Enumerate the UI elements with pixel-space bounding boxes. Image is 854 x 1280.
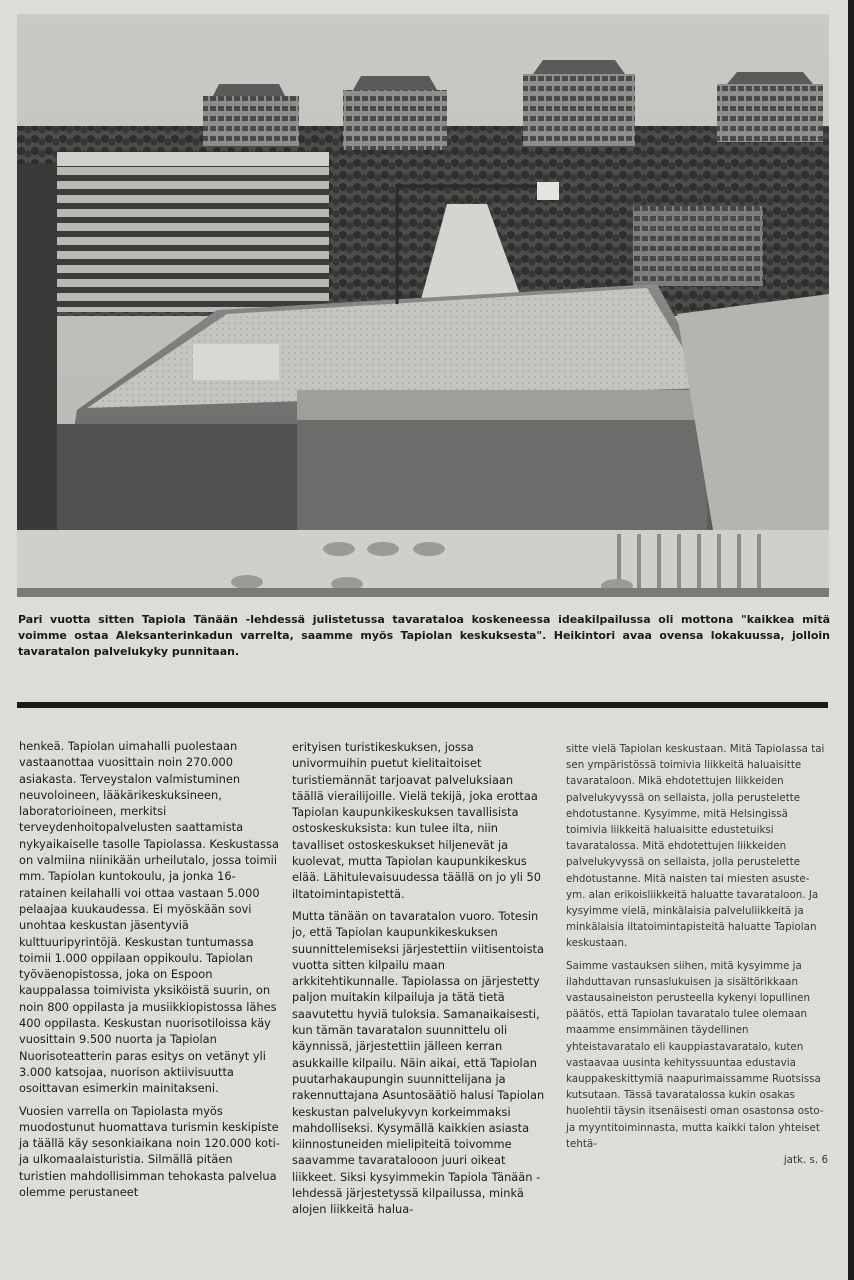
paragraph: erityisen turistikeskuksen, jossa univormuihin puetut kielitaitoiset turistiemännät tarjoavat palveluksiaan täällä vierailijoille. Vielä tekijä, joka erottaa Tapiolan kaupunkikeskuksen tavallisista ostoskeskuksista: kun tulee ilta, niin tavalliset ostoskeskukset hiljenevät ja kuolevat, mutta Tapiolan kaupunkikeskus elää. Lähitulevaisuudessa täällä on jo yli 50 iltatoimintapistettä.: [292, 740, 542, 901]
paragraph: sitte vielä Tapiolan keskustaan. Mitä Tapiolassa tai sen ympäristössä toimivia liikkeitä haluaisitte tavarataloon. Mikä ehdotettujen liikkeiden palvelukyvyssä on sellaista, jolla perustelette ehdotustanne. Kysyimme, mitä Helsingissä toimivia liikkeitä haluaisitte edustetuiksi tavaratalossa. Mitä ehdotettujen liikkeiden palvelukyvyssä on sellaista, jolla perustelette ehdotustanne. Mitä naisten tai miesten asuste- ym. alan erikoisliikkeitä haluatte tavarataloon. Ja kysyimme vielä, minkälaisia palveluliikkeitä ja minkälaisia iltatoimintapisteitä haluatte Tapiolan keskustaan.: [566, 743, 825, 950]
paragraph: henkeä. Tapiolan uimahalli puolestaan vastaanottaa vuosittain noin 270.000 asiakasta. Terveystalon valmistuminen neuvoloineen, lääkärikeskuksineen, laboratorioineen, merkitsi terveydenhoitopalvelusten saattamista nykyaikaiselle tasolle Tapiolassa. Keskustassa on valmiina niinikään urheilutalo, jossa toimii mm. Tapiolan kuntokoulu, ja jonka 16-ratainen keilahalli voi ottaa vastaan 5.000 pelaajaa kuukaudessa. Ei myöskään sovi unohtaa keskustan jäsentyviä kulttuuripyrintöjä. Keskustan tuntumassa toimii 1.000 oppilaan oppikoulu. Tapiolan työväenopistossa, joka on Espoon kauppalassa toimivista yksiköistä suurin, on noin 800 oppilasta ja musiikkiopistossa lähes 400 oppilasta. Keskustan nuorisotiloissa käy vuosittain 9.500 nuorta ja Tapiolan Nuorisoteatterin paras esitys on vetänyt yli 3.000 katsojaa, nuorison aktiivisuutta osoittavan esimerkin mainitakseni.: [19, 739, 279, 1096]
divider-rule: [17, 702, 828, 708]
photograph-icon: [17, 14, 829, 597]
article-column-3: [566, 741, 828, 1168]
article-column-2: [292, 739, 548, 1218]
page-edge: [848, 0, 854, 1280]
photo-caption: Pari vuotta sitten Tapiola Tänään -lehdessä julistetussa tavarataloa koskeneessa ideakilpailussa oli mottona "kaikkea mitä voimme ostaa Aleksanterinkadun varrelta, saamme myös Tapiolan keskuksesta". Heikintori avaa ovensa lokakuussa, jolloin tavaratalon palvelukyky punnitaan.: [18, 613, 830, 658]
paragraph: Saimme vastauksen siihen, mitä kysyimme ja ilahduttavan runsaslukuisen ja sisältörikkaan vastausaineiston perusteella kykenyi lopullinen päätös, että Tapiolan tavaratalo tulee olemaan maamme ensimmäinen täydellinen yhteistavaratalo eli kauppiastavaratalo, kuten vastaavaa uusinta kehityssuuntaa edustavia kauppakeskittymiä naapurimaissamme Ruotsissa kutsutaan. Tässä tavaratalossa kukin osakas huolehtii täysin itsenäisesti oman osastonsa osto- ja myyntitoiminnasta, mutta kaikki talon yhteiset tehtä-: [566, 959, 824, 1150]
paragraph: Vuosien varrella on Tapiolasta myös muodostunut huomattava turismin keskipiste ja täällä käy sesonkiaikana noin 120.000 koti- ja ulkomaalaisturistia. Silmällä pitäen turistien mahdollisimman tehokasta palvelua olemme perustaneet: [19, 1103, 280, 1200]
construction-photograph: [17, 14, 829, 597]
paragraph: Mutta tänään on tavaratalon vuoro. Totesin jo, että Tapiolan kaupunkikeskuksen suunnittelemiseksi järjestettiin viitisentoista vuotta sitten kilpailu maan arkkitehtikunnalle. Tapiolassa on järjestetty paljon muitakin kilpailuja ja tätä tietä saavutettu hyviä tuloksia. Samanaikaisesti, kun tämän tavaratalon suunnittelu oli käynnissä, järjestettiin jälleen kerran asukkaille kilpailu. Näin aikai, että Tapiolan puutarhakaupungin suunnittelijana ja rakennuttajana Asuntosäätiö halusi Tapiolan keskustan palvelukyvyn korkeimmaksi mahdolliseksi. Kysymällä kaikkien asiasta kiinnostuneiden mielipiteitä toivomme saavamme tavaratalooon juuri oikeat liikkeet. Siksi kysyimmekin Tapiola Tänään -lehdessä järjestetyssä kilpailussa, minkä alojen liikkeitä halua-: [292, 908, 545, 1217]
article-column-1: [19, 738, 281, 1200]
continued-note: jatk. s. 6: [783, 1154, 828, 1167]
